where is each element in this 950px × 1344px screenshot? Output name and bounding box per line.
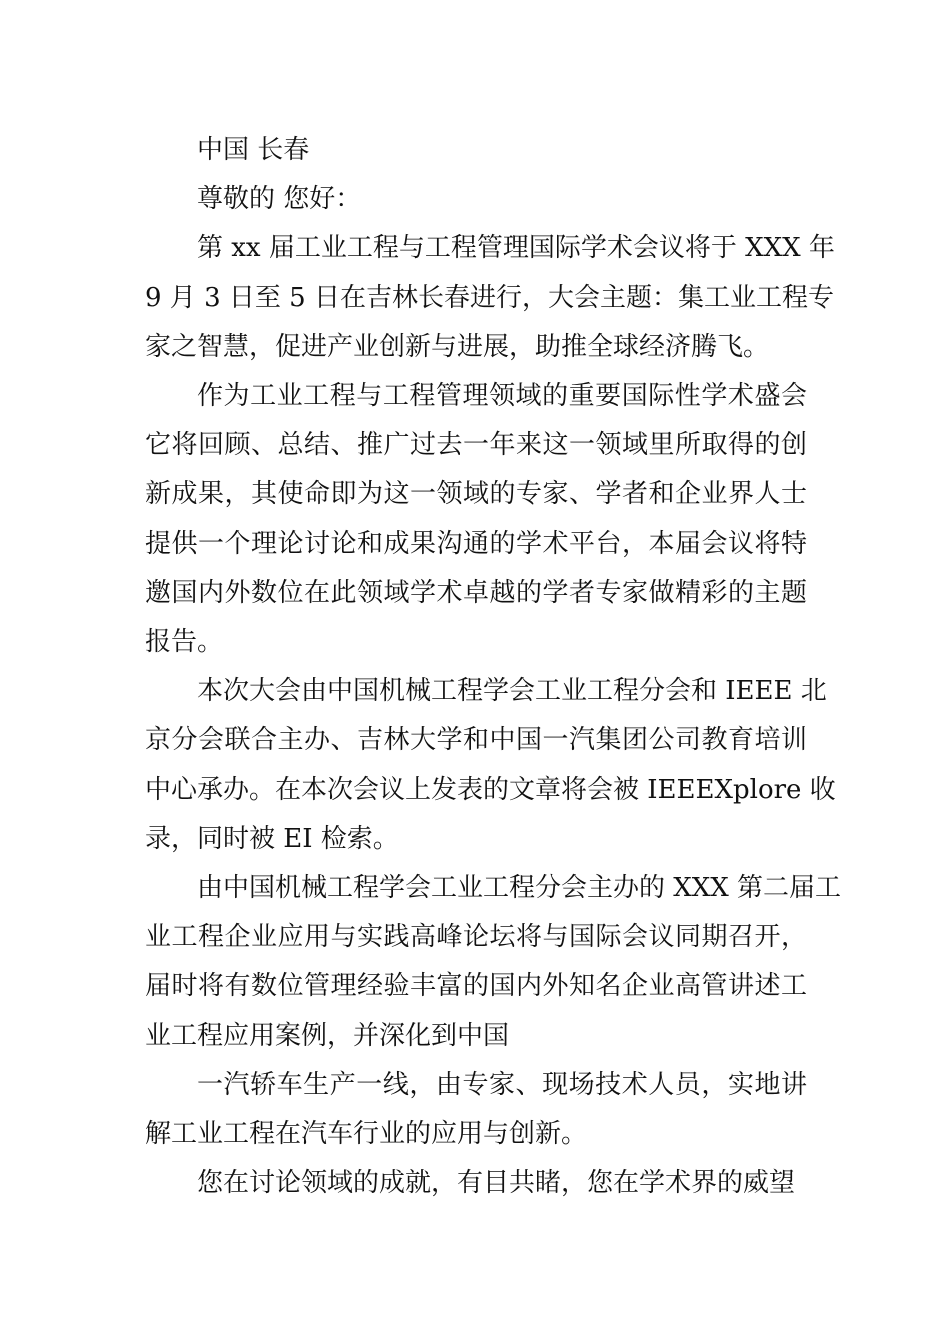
text-line: 您在讨论领域的成就，有目共睹，您在学术界的威望 (197, 1168, 796, 1199)
letter-body (145, 126, 842, 1208)
paragraph-conference-intro (145, 224, 835, 372)
text-line: 报告。 (145, 627, 224, 658)
text-line: 9 月 3 日至 5 日在吉林长春进行，大会主题：集工业工程专 (145, 282, 834, 313)
text-line: 一汽轿车生产一线，由专家、现场技术人员，实地讲 (197, 1069, 807, 1100)
text-line: 本次大会由中国机械工程学会工业工程分会和 IEEE 北 (197, 676, 827, 707)
paragraph-forum (145, 864, 842, 1061)
text-line: 业工程企业应用与实践高峰论坛将与国际会议同期召开， (145, 922, 807, 953)
paragraph-organizers (145, 667, 836, 864)
text-line: 作为工业工程与工程管理领域的重要国际性学术盛会 (197, 381, 807, 412)
text-line: 录，同时被 EI 检索。 (145, 823, 399, 854)
text-line: 家之智慧，促进产业创新与进展，助推全球经济腾飞。 (145, 331, 770, 362)
text-line: 邀国内外数位在此领域学术卓越的学者专家做精彩的主题 (145, 577, 807, 608)
text-line: 业工程应用案例，并深化到中国 (145, 1020, 510, 1051)
greeting-line: 尊敬的 您好： (197, 184, 362, 215)
greeting-paragraph (145, 175, 807, 224)
text-line: 新成果，其使命即为这一领域的专家、学者和企业界人士 (145, 479, 807, 510)
text-line: 京分会联合主办、吉林大学和中国一汽集团公司教育培训 (145, 725, 807, 756)
text-line: 提供一个理论讨论和成果沟通的学术平台，本届会议将特 (145, 528, 807, 559)
location-line-paragraph (145, 126, 807, 175)
text-line: 它将回顾、总结、推广过去一年来这一领域里所取得的创 (145, 430, 807, 461)
paragraph-conference-purpose (145, 372, 807, 667)
text-line: 解工业工程在汽车行业的应用与创新。 (145, 1119, 588, 1150)
paragraph-invitation (145, 1159, 807, 1208)
text-line: 届时将有数位管理经验丰富的国内外知名企业高管讲述工 (145, 971, 807, 1002)
location-line: 中国 长春 (197, 135, 310, 165)
paragraph-site-visit (145, 1061, 807, 1159)
text-line: 中心承办。在本次会议上发表的文章将会被 IEEEXplore 收 (145, 774, 836, 805)
text-line: 第 xx 届工业工程与工程管理国际学术会议将于 XXX 年 (197, 233, 835, 264)
text-line: 由中国机械工程学会工业工程分会主办的 XXX 第二届工 (197, 873, 842, 904)
